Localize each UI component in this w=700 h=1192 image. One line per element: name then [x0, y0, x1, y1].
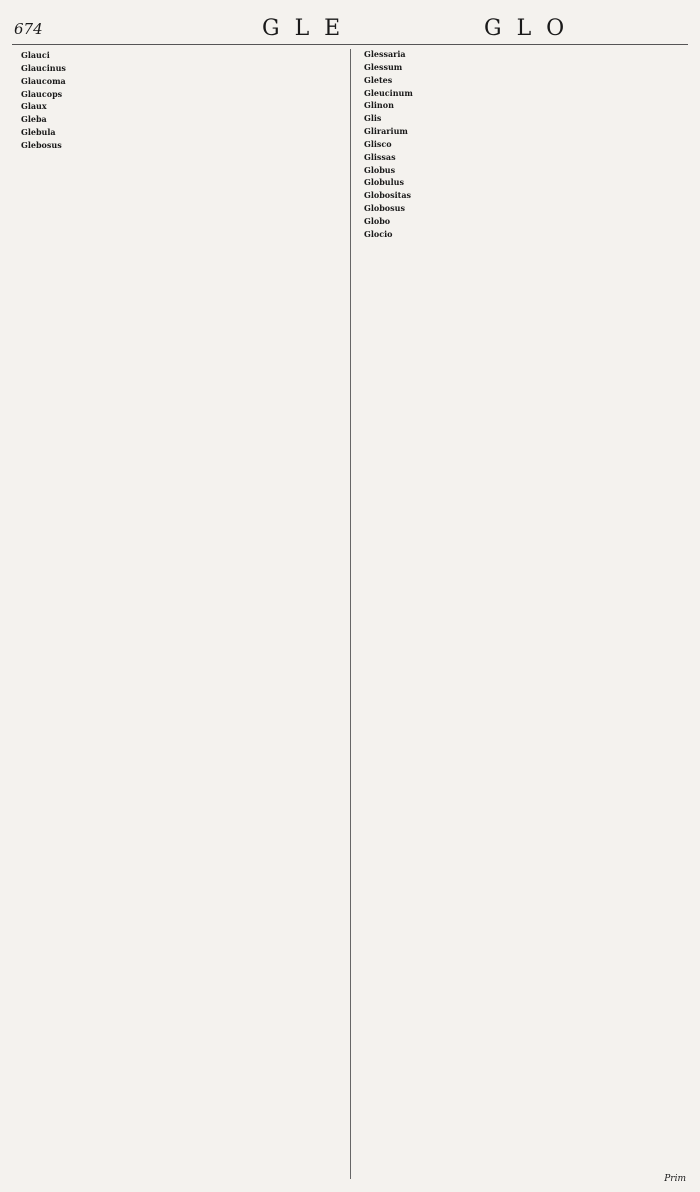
- right-column: [355, 49, 688, 1179]
- dictionary-entry: [355, 229, 688, 241]
- dictionary-entry: [355, 152, 688, 164]
- entry-headword: Glissas: [364, 151, 396, 162]
- page-number: 674: [14, 20, 43, 38]
- entry-headword: Glaucoma: [21, 75, 66, 86]
- left-column: [12, 49, 345, 1179]
- running-header: [12, 14, 688, 45]
- dictionary-entry: [12, 89, 345, 101]
- dictionary-entry: [12, 114, 345, 126]
- dictionary-entry: [355, 165, 688, 177]
- dictionary-entry: [355, 139, 688, 151]
- dictionary-entry: [355, 62, 688, 74]
- entry-headword: Glirarium: [364, 126, 408, 137]
- dictionary-entry: [355, 88, 688, 100]
- dictionary-entry: [12, 76, 345, 88]
- dictionary-entry: [12, 63, 345, 75]
- dictionary-entry: [355, 203, 688, 215]
- entry-headword: Gleba: [21, 114, 47, 125]
- dictionary-entry: [12, 50, 345, 62]
- dictionary-entry: [355, 49, 688, 61]
- dictionary-entry: [355, 216, 688, 228]
- entry-headword: Glocio: [364, 228, 393, 239]
- dictionary-entry: [12, 140, 345, 152]
- entry-headword: Glebosus: [21, 139, 62, 150]
- dictionary-entry: [355, 113, 688, 125]
- entry-headword: Glebula: [21, 127, 56, 138]
- dictionary-entry: [355, 75, 688, 87]
- entry-headword: Glaucops: [21, 88, 63, 99]
- dictionary-entry: [12, 127, 345, 139]
- columns: [12, 49, 688, 1179]
- dictionary-entry: [355, 190, 688, 202]
- running-head-left: G L E: [262, 16, 345, 41]
- entry-headword: Glessum: [364, 61, 403, 72]
- dictionary-entry: [355, 177, 688, 189]
- dictionary-entry: [355, 126, 688, 138]
- dictionary-entry: [12, 101, 345, 113]
- entry-headword: Glaux: [21, 101, 47, 112]
- entry-headword: Globus: [364, 164, 396, 175]
- entry-headword: Globositas: [364, 190, 412, 201]
- entry-headword: Globosus: [364, 203, 405, 214]
- running-head-right: G L O: [484, 16, 569, 41]
- entry-headword: Globulus: [364, 177, 404, 188]
- entry-headword: Glaucinus: [21, 62, 66, 73]
- entry-headword: Glinon: [364, 100, 394, 111]
- entry-headword: Glauci: [21, 50, 50, 60]
- entry-headword: Glessaria: [364, 49, 406, 59]
- entry-headword: Gletes: [364, 74, 393, 85]
- entry-headword: Gleucinum: [364, 87, 413, 98]
- dictionary-entry: [355, 100, 688, 112]
- entry-headword: Glis: [364, 113, 382, 124]
- entry-headword: Globo: [364, 215, 391, 226]
- entry-headword: Glisco: [364, 138, 392, 149]
- catchword: Prim: [664, 1174, 686, 1184]
